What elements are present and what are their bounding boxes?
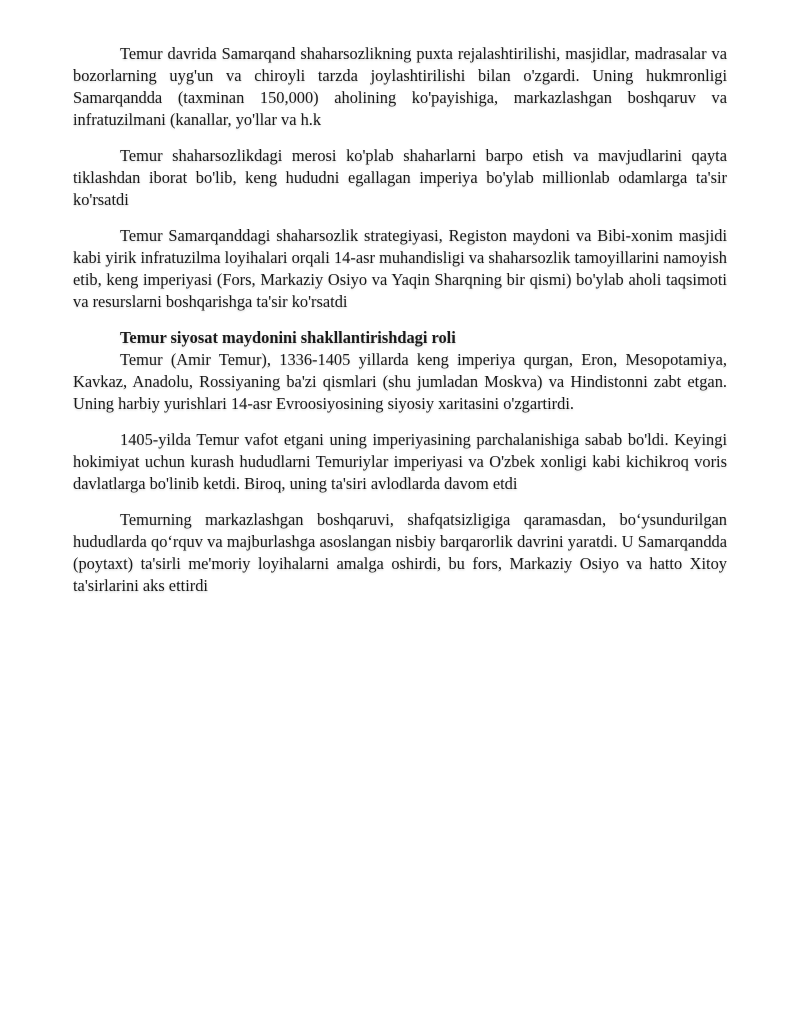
section-heading: Temur siyosat maydonini shakllantirishdagi roli [120, 328, 456, 347]
paragraph-conquests: Temur (Amir Temur), 1336-1405 yillarda keng imperiya qurgan, Eron, Mesopotamiya, Kavkaz, Anadolu, Rossiyaning ba'zi qismlari (shu jumladan Moskva) va Hindistonni zabt etgan. Uning harbiy yurishlari 14-asr Evroosiyosining siyosiy xaritasini o'zgartirdi. [73, 350, 727, 413]
paragraph-centralized-rule: Temurning markazlashgan boshqaruvi, shafqatsizligiga qaramasdan, bo‘ysundurilgan hududlarda qo‘rquv va majburlashga asoslangan nisbiy barqarorlik davrini yaratdi. U Samarqandda (poytaxt) ta'sirli me'moriy loyihalarni amalga oshirdi, bu fors, Markaziy Osiyo va hatto Xitoy ta'sirlarini aks ettirdi [73, 510, 727, 595]
paragraph-samarqand-planning: Temur davrida Samarqand shaharsozlikning puxta rejalashtirilishi, masjidlar, madrasalar va bozorlarning uyg'un va chiroyli tarzda joylashtirilishi bilan o'zgardi. Uning hukmronligi Samarqandda (taxminan 150,000) aholining ko'payishiga, markazlashgan boshqaruv va infratuzilmani (kanallar, yo'llar va h.k [73, 44, 727, 129]
document-page [73, 43, 727, 597]
paragraph-urban-strategy: Temur Samarqanddagi shaharsozlik strategiyasi, Registon maydoni va Bibi-xonim masjidi kabi yirik infratuzilma loyihalari orqali 14-asr muhandisligi va shaharsozlik tamoyillarini namoyish etib, keng imperiyasi (Fors, Markaziy Osiyo va Yaqin Sharqning bir qismi) bo'ylab aholi taqsimoti va resurslarni boshqarishga ta'sir ko'rsatdi [73, 226, 727, 311]
paragraph-urban-legacy: Temur shaharsozlikdagi merosi ko'plab shaharlarni barpo etish va mavjudlarini qayta tiklashdan iborat bo'lib, keng hududni egallagan imperiya bo'ylab millionlab odamlarga ta'sir ko'rsatdi [73, 146, 727, 209]
paragraph-empire-fragmentation: 1405-yilda Temur vafot etgani uning imperiyasining parchalanishiga sabab bo'ldi. Keyingi hokimiyat uchun kurash hududlarni Temuriylar imperiyasi va O'zbek xonligi kabi kichikroq voris davlatlarga bo'linib ketdi. Biroq, uning ta'siri avlodlarda davom etdi [73, 430, 727, 493]
